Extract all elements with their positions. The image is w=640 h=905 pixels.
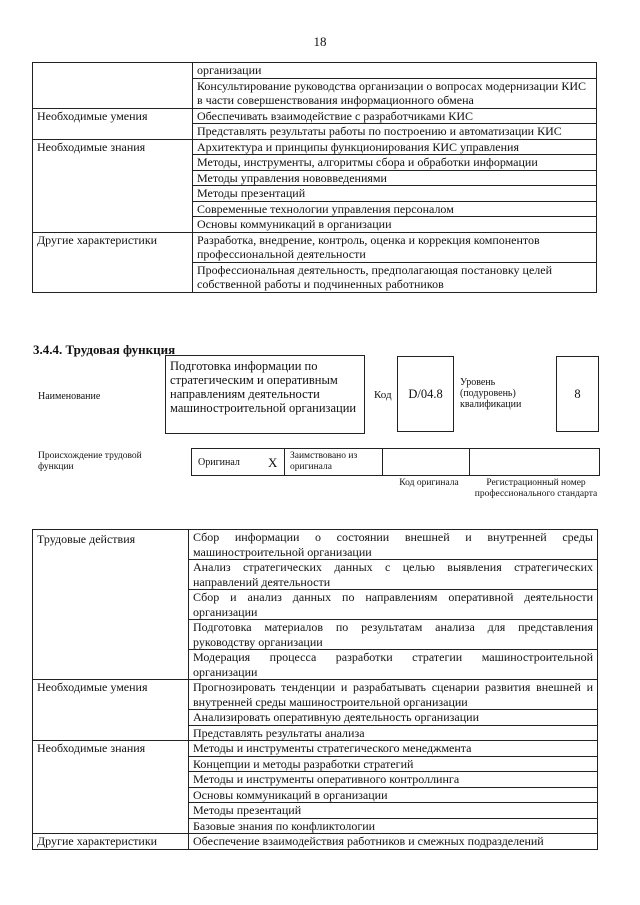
cell: Архитектура и принципы функционирования КИС управления [193,139,597,155]
cell: Методы и инструменты оперативного контроллинга [189,772,598,788]
cell: Анализ стратегических данных с целью выявления стратегических направлений деятельности [189,560,598,590]
table-row [33,63,597,79]
table-row [33,139,597,155]
cell: Обеспечивать взаимодействие с разработчиками КИС [193,108,597,124]
section-title: 3.4.4. Трудовая функция [33,342,176,357]
original-label: Оригинал [198,457,240,468]
table-continued [32,62,597,293]
cell: Методы, инструменты, алгоритмы сбора и обработки информации [193,155,597,171]
row-label-skills: Необходимые умения [33,680,189,741]
row-label-knowledge: Необходимые знания [33,139,193,232]
table-row [33,741,598,757]
cell: Концепции и методы разработки стратегий [189,756,598,772]
cell: Модерация процесса разработки стратегии машиностроительной организации [189,650,598,680]
table-row [33,530,598,560]
function-table [32,529,598,850]
level-value-box: 8 [556,356,599,432]
code-orig-caption: Код оригинала [399,478,459,488]
cell: Консультирование руководства организации о вопросах модернизации КИС в части совершенствования информационного обмена [193,78,597,108]
cell: Сбор и анализ данных по направлениям оперативной деятельности организации [189,590,598,620]
level-label: Уровень (подуровень) квалификации [460,377,522,410]
cell: Методы и инструменты стратегического менеджмента [189,741,598,757]
row-label-other: Другие характеристики [33,834,189,850]
row-label-empty [33,63,193,109]
table-row [33,834,598,850]
origin-borrowed-cell [284,448,383,476]
cell: Основы коммуникаций в организации [193,217,597,233]
borrowed-label: Заимствовано из оригинала [290,451,358,472]
cell: Представлять результаты анализа [189,725,598,741]
row-label-other: Другие характеристики [33,232,193,292]
cell: Методы презентаций [193,186,597,202]
table-row [33,232,597,262]
cell: Современные технологии управления персоналом [193,201,597,217]
cell: Представлять результаты работы по построению и автоматизации КИС [193,124,597,140]
cell: Прогнозировать тенденции и разрабатывать сценарии развития внешней и внутренней среды машиностроительной организации [189,680,598,710]
row-label-skills: Необходимые умения [33,108,193,139]
cell: Анализировать оперативную деятельность организации [189,710,598,726]
origin-label: Происхождение трудовой функции [38,451,142,472]
row-label-actions: Трудовые действия [33,530,189,680]
cell: Сбор информации о состоянии внешней и внутренней среды машиностроительной организации [189,530,598,560]
origin-original-cell [191,448,285,476]
table-row [33,108,597,124]
function-name-box: Подготовка информации по стратегическим и оперативным направлениям деятельности машиностроительной организации [165,355,365,434]
table-row [33,680,598,710]
row-label-knowledge: Необходимые знания [33,741,189,834]
origin-code-cell [382,448,470,476]
original-mark: X [268,455,278,470]
cell: Основы коммуникаций в организации [189,787,598,803]
code-value-box: D/04.8 [397,356,454,432]
name-label: Наименование [38,391,101,402]
cell: Методы управления нововведениями [193,170,597,186]
cell: Методы презентаций [189,803,598,819]
origin-reg-cell [469,448,600,476]
reg-caption: Регистрационный номер профессионального стандарта [474,478,598,499]
cell: организации [193,63,597,79]
code-label: Код [374,389,392,401]
cell: Подготовка материалов по результатам анализа для представления руководству организации [189,620,598,650]
cell: Обеспечение взаимодействия работников и смежных подразделений [189,834,598,850]
cell: Профессиональная деятельность, предполагающая постановку целей собственной работы и подчиненных работников [193,262,597,292]
cell: Базовые знания по конфликтологии [189,818,598,834]
cell: Разработка, внедрение, контроль, оценка и коррекция компонентов профессиональной деятельности [193,232,597,262]
page-number: 18 [313,34,327,49]
